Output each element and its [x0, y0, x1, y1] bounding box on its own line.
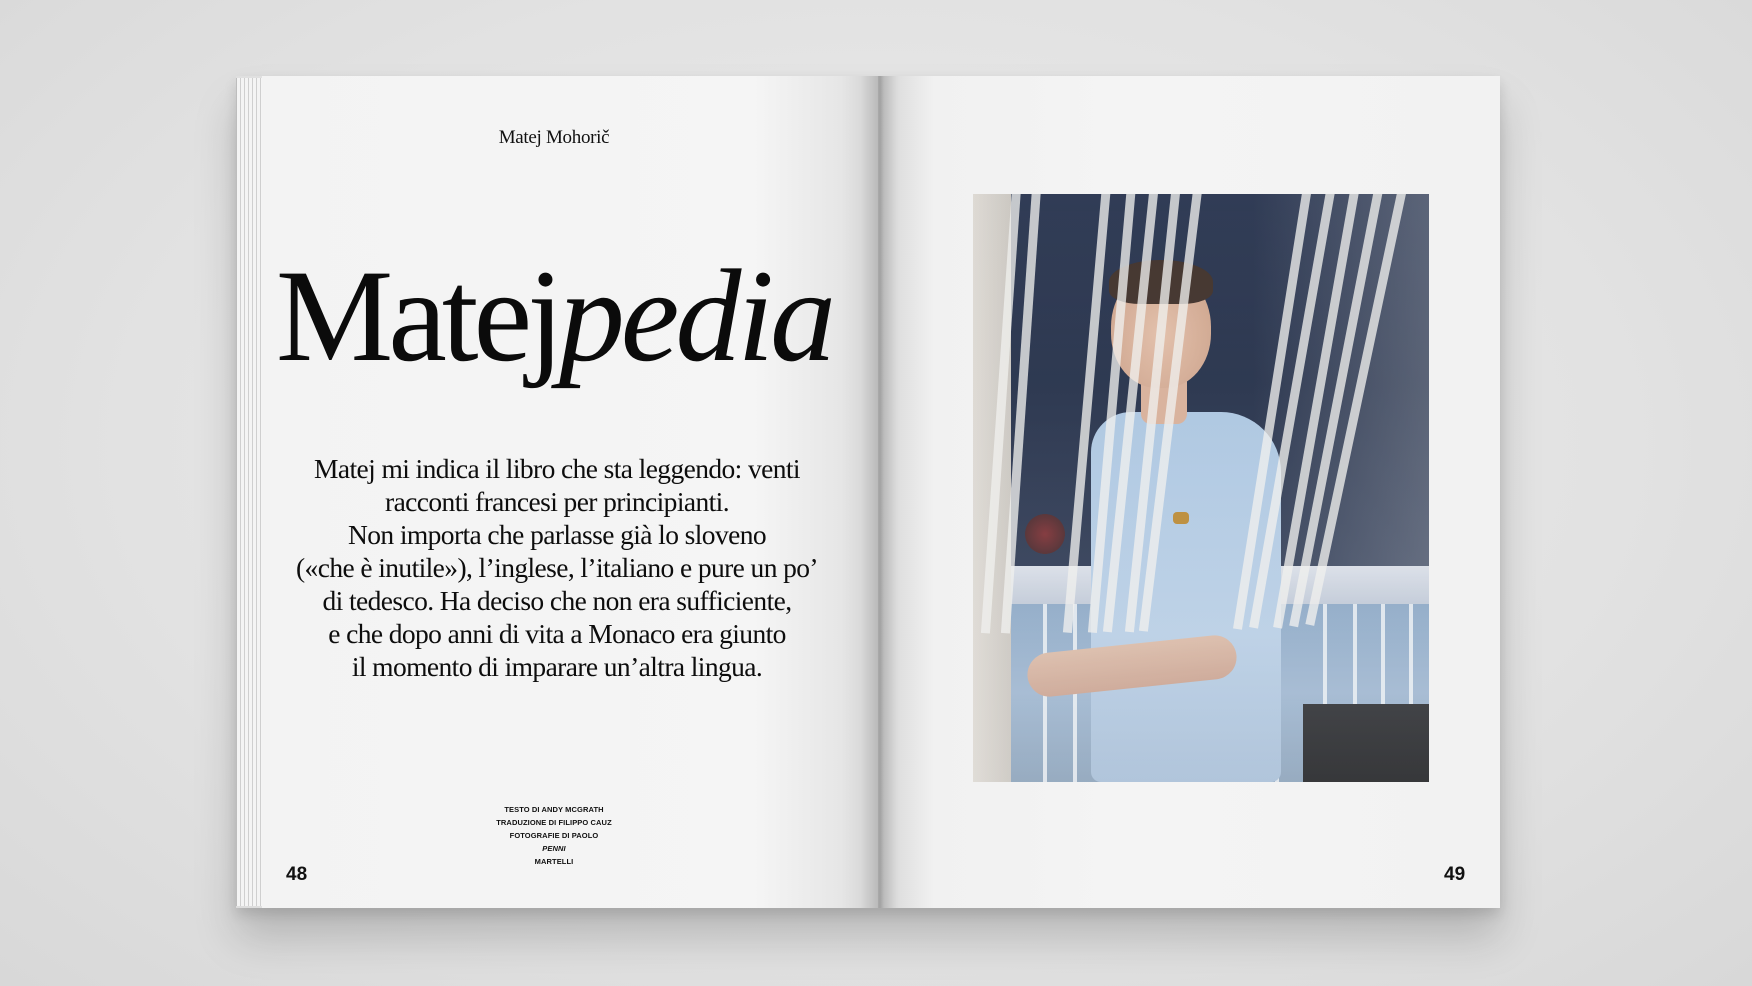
credit-photos-nickname: PENNI	[542, 844, 566, 853]
portrait-photo	[973, 194, 1429, 782]
intro-line: e che dopo anni di vita a Monaco era giunto	[328, 618, 786, 649]
gutter-shadow	[860, 76, 900, 908]
intro-line: racconti francesi per principianti.	[385, 486, 729, 517]
credit-photos	[400, 829, 708, 868]
credit-photos-prefix: FOTOGRAFIE DI PAOLO	[509, 831, 599, 840]
intro-line: («che è inutile»), l’inglese, l’italiano e pure un po’	[296, 552, 818, 583]
page-number-right: 49	[1444, 864, 1466, 885]
credit-photos-suffix: MARTELLI	[534, 857, 574, 866]
intro-line: il momento di imparare un’altra lingua.	[351, 651, 763, 682]
article-title	[262, 242, 846, 389]
title-roman: Matej	[275, 242, 559, 389]
running-head: Matej Mohorič	[498, 127, 610, 148]
intro-line: di tedesco. Ha deciso che non era sufficiente,	[322, 585, 792, 616]
title-italic: pedia	[558, 242, 833, 389]
intro-paragraph	[282, 452, 832, 683]
intro-line: Non importa che parlasse già lo sloveno	[347, 519, 766, 550]
credit-text: TESTO DI ANDY MCGRATH	[504, 805, 604, 814]
photo-glare	[973, 194, 1429, 782]
page-number-left: 48	[286, 864, 308, 885]
credit-translation: TRADUZIONE DI FILIPPO CAUZ	[496, 818, 612, 827]
credits	[400, 803, 708, 868]
intro-line: Matej mi indica il libro che sta leggendo: venti	[314, 453, 800, 484]
